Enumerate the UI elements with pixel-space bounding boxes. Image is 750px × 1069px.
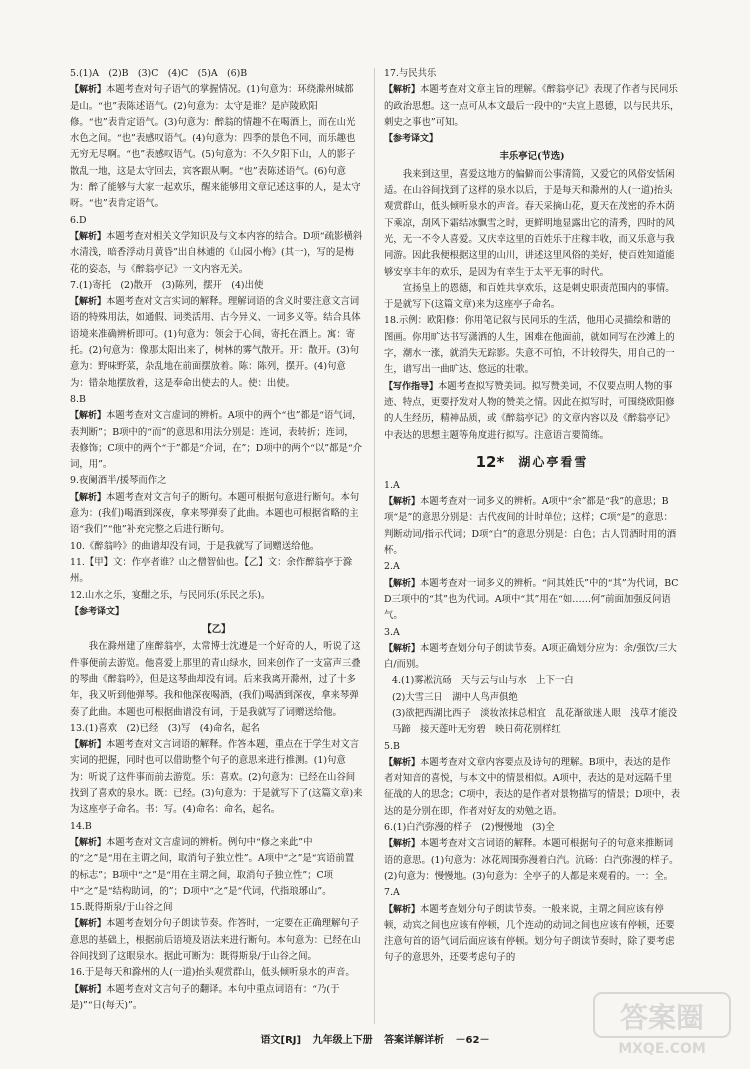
tag-label: 【解析】 bbox=[70, 231, 107, 242]
tag-label: 【解析】 bbox=[70, 85, 107, 96]
tag-label: 【解析】 bbox=[70, 411, 107, 422]
section-title: 湖心亭看雪 bbox=[518, 454, 589, 469]
answer-line: 14.B bbox=[70, 820, 92, 832]
answer-line: 8.B bbox=[70, 393, 86, 405]
analysis-paragraph bbox=[70, 737, 363, 818]
right-column bbox=[384, 66, 680, 967]
poem-line: 4.(1)雾凇沆砀 天与云与山与水 上下一白 bbox=[392, 675, 574, 687]
tag-label: 【解析】 bbox=[70, 984, 107, 995]
analysis-paragraph bbox=[70, 916, 363, 965]
analysis-text: 本题考查对文言词语的解释。本题可根据句子的句意来推断词语的意思。(1)句意为：冰花周围弥漫着白汽。沆砀：白汽弥漫的样子。(2)句意为：慢慢地。(3)句意为：全亭子的人都是来观看的。一：全。 bbox=[384, 838, 679, 882]
column-divider bbox=[374, 68, 375, 1024]
answer-line: 17.与民共乐 bbox=[384, 68, 437, 79]
tag-label: 【解析】 bbox=[384, 643, 421, 654]
answer-line: 10.《醉翁吟》的曲谱却没有词，于是我就写了词赠送给他。 bbox=[70, 540, 320, 552]
answer-line: 16.于是每天和滁州的人(一道)抬头观赏群山，低头倾听泉水的声音。 bbox=[70, 967, 355, 979]
watermark-logo bbox=[592, 991, 732, 1057]
answer-line: 5.B bbox=[384, 740, 400, 752]
right-bottom-section bbox=[384, 478, 680, 967]
watermark-text: 答案圈 bbox=[619, 1001, 705, 1034]
answer-line: 9.夜阑酒半/援琴而作之 bbox=[70, 475, 167, 487]
footer-page-number: －62－ bbox=[455, 1035, 490, 1046]
analysis-paragraph bbox=[70, 835, 363, 900]
answer-line: 我来到这里，喜爱这地方的偏僻而公事清简，又爱它的风俗安恬闲适。在山谷间找到了这样的泉水以后，于是每天和滁州的人(一道)抬头观赏群山，低头倾听泉水的声音。春天采摘山花，夏天在茂密的乔木荫下乘凉，刮风下霜结冰飘雪之时，更鲜明地显露出它的清秀，四时的风光，无一不令人喜爱。又庆幸这里的百姓乐于庄稼丰收，而又乐意与我同游。因此我便根据这里的山川，讲述这里风俗的美好，使百姓知道能够安享丰年的欢乐，是因为有幸生于太平无事的时代。 bbox=[384, 168, 675, 278]
tag-label: 【解析】 bbox=[70, 740, 107, 751]
analysis-paragraph bbox=[384, 755, 680, 820]
answer-line: 11.【甲】文：作亭者谁？山之僧智仙也。【乙】文：余作醉翁亭于滁州。 bbox=[70, 556, 353, 585]
analysis-paragraph bbox=[384, 494, 680, 559]
analysis-text: 本题考查划分句子朗读节奏。作答时，一定要在正确理解句子意思的基础上，根据前后语境及语法来进行断句。本句意为：已经在山谷间找到了这眼泉水。据此可断为：既得斯泉/于山谷之间。 bbox=[70, 918, 361, 963]
tag-label: 【解析】 bbox=[384, 85, 421, 96]
answer-line: 18.示例：欧阳修：你用笔记叙与民同乐的生活，他用心灵描绘和谐的图画。你用旷达书写潇洒的人生，困难在他面前，就如同写在沙滩上的字，潮水一涨，就消失无踪影。失意不可怕，不计较得失，用自己的一生，谱写出一曲旷达、悠远的壮歌。 bbox=[384, 315, 675, 376]
answer-line: 6.D bbox=[70, 214, 87, 226]
tag-label: 【写作指导】 bbox=[384, 381, 439, 392]
analysis-paragraph bbox=[384, 836, 680, 885]
answer-line: 我在滁州建了座醉翁亭，太常博士沈遵是一个好奇的人，听说了这件事便前去游览。他喜爱上那里的青山绿水，回来创作了一支富声三叠的琴曲《醉翁吟》，但是这琴曲却没有词。后来我离开滁州，过了十多年，我又听到他弹琴。我和他深夜喝酒，(我们)喝酒到深夜，拿来琴弹奏了此曲。本题也可根据曲谱没有词，于是我就写了词赠送给他。 bbox=[70, 641, 361, 718]
left-column bbox=[70, 66, 363, 1014]
tag-label: 【解析】 bbox=[70, 837, 107, 848]
analysis-text: 本题考查对一词多义的辨析。A项中“余”都是“我”的意思；B项“是”的意思分别是：古代夜间的计时单位；这样；C项“是”的意思：判断动词/指示代词；D项“白”的意思分别是：白色；古人罚酒时用的酒杯。 bbox=[384, 496, 677, 557]
poem-line: (3)欲把西湖比西子 淡妆浓抹总相宜 乱花渐欲迷人眼 浅草才能没马蹄 接天莲叶无穷碧 映日荷花别样红 bbox=[392, 707, 678, 736]
analysis-paragraph bbox=[70, 229, 363, 278]
analysis-text: 本题考查对文言实词的解释。理解词语的含义时要注意文言词语的特殊用法，如通假、词类活用、古今异义、一词多义等。结合具体语境来准确辨析即可。(1)句意为：领会于心间，寄托在酒上。寓：寄托。(2)句意为：像那太阳出来了，树林的雾气散开。开：散开。(3)句意为：野味野菜，杂乱地在前面摆放着。陈：陈列，摆开。(4)句意为：错杂地摆放着，这是奉命出使去的人。使：出使。 bbox=[70, 296, 361, 389]
tag-label: 【解析】 bbox=[384, 578, 421, 589]
tag-label: 【参考译文】 bbox=[384, 134, 439, 145]
analysis-text: 本题考查划分句子朗读节奏。一般来说，主谓之间应该有停顿，动宾之间也应该有停顿，几个连动的动词之间也应该有停顿，还要注意句首的语气词后面应该有停顿。划分句子朗读节奏时，除了要考虑句子的意思外，还要考虑句子的 bbox=[384, 903, 675, 964]
translation-title: 【乙】 bbox=[202, 624, 231, 636]
analysis-paragraph bbox=[384, 82, 680, 131]
tag-label: 【参考译文】 bbox=[70, 606, 125, 617]
analysis-text: 本题考查对相关文学知识及与文本内容的结合。D项“疏影横斜水清浅，暗香浮动月黄昏”出自林逋的《山园小梅》(其一)，写的是梅花的姿态，与《醉翁亭记》一文内容无关。 bbox=[70, 230, 363, 275]
footer-grade: 九年级上下册 bbox=[312, 1035, 373, 1046]
footer-subject: 语文[RJ] bbox=[260, 1035, 302, 1046]
analysis-paragraph bbox=[384, 641, 680, 674]
answer-line: 6.(1)白汽弥漫的样子 (2)慢慢地 (3)全 bbox=[384, 822, 555, 834]
answer-line: 7.(1)寄托 (2)散开 (3)陈列，摆开 (4)出使 bbox=[70, 279, 264, 291]
section-number: 12* bbox=[475, 452, 505, 471]
analysis-text: 本题考查对文言词语的解释。作答本题，重点在于学生对文言实词的把握，同时也可以借助整个句子的意思来进行推测。(1)句意为：听说了这件事而前去游览。乐：喜欢。(2)句意为：已经在山谷间找到了喜欢的泉水。既：已经。(3)句意为：于是就写下了(这篇文章)来为这座亭子命名。书：写。(4)命名：命名，起名。 bbox=[70, 739, 363, 816]
tag-label: 【解析】 bbox=[70, 297, 107, 308]
tag-label: 【解析】 bbox=[70, 919, 107, 930]
analysis-text: 本题考查对文章内容要点及诗句的理解。B项中，表达的是作者对知音的喜悦，与本文中的情景相似。A项中，表达的是对远隔千里征战的人的思念；C项中，表达的是作者对景物描写的情景；D项中，表达的是分别在即，作者对好友的劝勉之语。 bbox=[384, 756, 680, 817]
answer-line: 15.既得斯泉/于山谷之间 bbox=[70, 902, 173, 914]
analysis-text: 本题考查划分句子朗读节奏。A项正确划分应为：余/强饮/三大白/而别。 bbox=[384, 642, 677, 671]
analysis-text: 本题考查对文言句子的翻译。本句中重点词语有：“乃(于是)”“日(每天)”。 bbox=[70, 983, 340, 1011]
analysis-text: 本题考查对一词多义的辨析。“问其姓氏”中的“其”为代词，BCD三项中的“其”也为代词。A项中“其”用在“如……何”前面加强反问语气。 bbox=[384, 577, 679, 622]
analysis-text: 本题考查对文言句子的断句。本题可根据句意进行断句。本句意为：(我们)喝酒到深夜，拿来琴弹奏了此曲。本题也可根据省略的主语“我们”“他”补充完整之后进行断句。 bbox=[70, 491, 360, 536]
section-header bbox=[384, 452, 680, 472]
answer-line: 3.A bbox=[384, 626, 400, 638]
poem-line: (2)大雪三日 湖中人鸟声俱绝 bbox=[392, 691, 518, 703]
tag-label: 【解析】 bbox=[384, 497, 421, 508]
watermark-url: MXQE.COM bbox=[618, 1041, 706, 1057]
analysis-paragraph bbox=[70, 982, 363, 1015]
answer-line: 2.A bbox=[384, 561, 400, 573]
analysis-paragraph bbox=[384, 576, 680, 625]
analysis-paragraph bbox=[384, 902, 680, 967]
analysis-paragraph bbox=[70, 294, 363, 392]
analysis-text: 本题考查对文言虚词的辨析。A项中的两个“也”都是“语气词，表判断”；B项中的“而”的意思和用法分别是：连词，表转折；连词，表修饰；C项中的两个“于”都是“介词，在”；D项中的两个“以”都是“介词，用”。 bbox=[70, 410, 362, 471]
tag-label: 【解析】 bbox=[70, 492, 107, 503]
analysis-text: 本题考查对句子语气的掌握情况。(1)句意为：环绕滁州城都是山。“也”表陈述语气。(2)句意为：太守是谁？是庐陵欧阳修。“也”表肯定语气。(3)句意为：醉翁的情趣不在喝酒上，而在山光水色之间。“也”表感叹语气。(4)句意为：四季的景色不同，而乐趣也无穷无尽啊。“也”表感叹语气。(5)句意为：不久夕阳下山，人的影子散乱一地，这是太守回去，宾客跟从啊。“也”表陈述语气。(6)句意为：醉了能够与大家一起欢乐，醒来能够用文章记述这事的人，是太守呀。“也”表肯定语气。 bbox=[70, 84, 361, 210]
analysis-text: 本题考查对文言虚词的辨析。例句中“修之来此”中的“之”是“用在主谓之间，取消句子独立性”。A项中“之”是“宾语前置的标志”；B项中“之”是“用在主谓之间，取消句子独立性”；C项中“之”是“结构助词，的”；D项中“之”是“代词，代指琅琊山”。 bbox=[70, 836, 355, 897]
analysis-text: 本题考查对文章主旨的理解。《醉翁亭记》表现了作者与民同乐的政治思想。这一点可从本文最后一段中的“夫宣上恩德，以与民共乐，刺史之事也”可知。 bbox=[384, 84, 680, 128]
section-tag bbox=[70, 604, 363, 620]
tag-label: 【解析】 bbox=[384, 757, 421, 768]
tag-label: 【解析】 bbox=[384, 904, 421, 915]
tag-label: 【解析】 bbox=[384, 839, 421, 850]
analysis-text: 本题考查拟写赞美词。拟写赞美词，不仅要点明人物的事迹、特点，更要抒发对人物的赞美之情。因此在拟写时，可围绕欧阳修的人生经历，精神品质，或《醉翁亭记》的文章内容以及《醉翁亭记》中表达的思想主题等角度进行拟写。注意语言要简练。 bbox=[384, 380, 675, 441]
answer-line: 13.(1)喜欢 (2)已经 (3)写 (4)命名，起名 bbox=[70, 722, 260, 734]
analysis-paragraph bbox=[70, 490, 363, 539]
footer-book: 答案详解详析 bbox=[384, 1035, 445, 1046]
answer-line: 5.(1)A (2)B (3)C (4)C (5)A (6)B bbox=[70, 68, 248, 79]
section-tag bbox=[384, 131, 680, 147]
answer-line: 12.山水之乐，宴酣之乐，与民同乐(乐民之乐)。 bbox=[70, 589, 271, 601]
translation-title: 丰乐亭记(节选) bbox=[499, 151, 565, 163]
analysis-paragraph bbox=[384, 379, 680, 444]
answer-line: 1.A bbox=[384, 479, 400, 491]
analysis-paragraph bbox=[70, 408, 363, 473]
analysis-paragraph bbox=[70, 82, 363, 212]
answer-line: 7.A bbox=[384, 887, 400, 899]
answer-line: 宣扬皇上的恩德，和百姓共享欢乐，这是刺史职责范围内的事情。于是就写下(这篇文章)来为这座亭子命名。 bbox=[384, 282, 675, 311]
right-top-section bbox=[384, 66, 680, 444]
